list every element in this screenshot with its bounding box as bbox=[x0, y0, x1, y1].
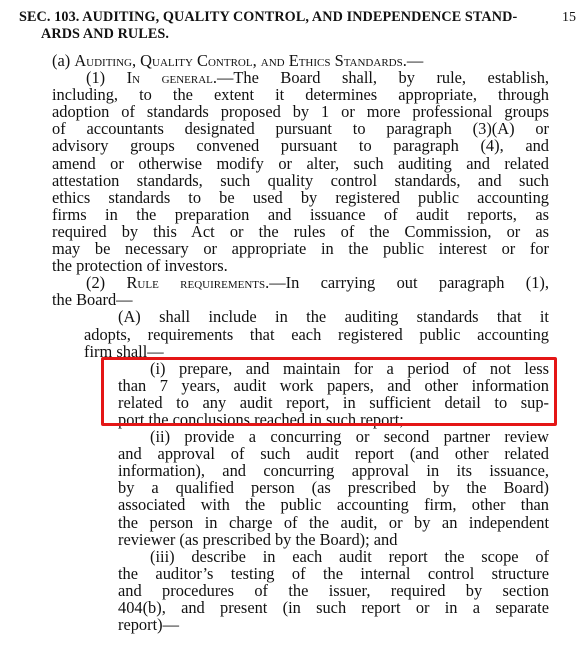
clause-iii-line-2: the auditor’s testing of the internal control structure bbox=[118, 563, 549, 583]
clause-iii-line-4: 404(b), and present (in such report or in a separate bbox=[118, 598, 549, 617]
paragraph-1-line-9: firms in the preparation and issuance of audit reports, as bbox=[52, 204, 549, 224]
paragraph-1-label: (1) bbox=[86, 68, 106, 88]
highlight-box-clause-i bbox=[101, 357, 557, 426]
clause-iii-line-1: (iii) describe in each audit report the scope of bbox=[150, 546, 549, 566]
section-heading-line-2: ARDS AND RULES. bbox=[41, 26, 170, 43]
paragraph-1-line-11: may be necessary or appropriate in the public interest or for bbox=[52, 239, 549, 259]
subparagraph-a-line-2: adopts, requirements that each registered public accounting bbox=[84, 324, 549, 344]
paragraph-1-text: .—The Board shall, by rule, establish, bbox=[212, 68, 550, 88]
subsection-a-title: Auditing, Quality Control, and Ethics Standards bbox=[74, 51, 403, 70]
paragraph-1-line-4: of accountants designated pursuant to paragraph (3)(A) or bbox=[52, 119, 549, 139]
clause-ii-line-4: by a qualified person (as prescribed by the Board) bbox=[118, 478, 549, 498]
subsection-a-suffix: .— bbox=[402, 51, 424, 70]
paragraph-1-line-7: attestation standards, such quality control standards, and such bbox=[52, 170, 549, 190]
paragraph-2-text: .—In carrying out paragraph (1), bbox=[265, 273, 549, 293]
document-body bbox=[52, 52, 549, 633]
clause-ii-line-5: associated with the public accounting firm, other than bbox=[118, 495, 549, 515]
paragraph-2-title: Rule requirements bbox=[126, 273, 266, 293]
clause-ii-line-6: the person in charge of the audit, or by an independent bbox=[118, 512, 549, 532]
clause-i-line-4: port the conclusions reached in such report; bbox=[118, 409, 404, 429]
paragraph-1-line-2: including, to the extent it determines appropriate, through bbox=[52, 85, 549, 105]
paragraph-2-line-1 bbox=[52, 274, 549, 291]
subsection-a-heading bbox=[52, 52, 549, 69]
paragraph-2-label: (2) bbox=[86, 273, 106, 293]
paragraph-1-line-5: advisory groups convened pursuant to paragraph (4), and bbox=[52, 136, 549, 156]
clause-iii-line-5: report)— bbox=[118, 615, 179, 635]
paragraph-1-line-1 bbox=[52, 69, 549, 86]
clause-i-line-3: related to any audit report, in sufficient detail to sup- bbox=[118, 392, 549, 412]
paragraph-1-line-10: required by this Act or the rules of the Commission, or as bbox=[52, 221, 549, 241]
line-number: 15 bbox=[562, 10, 576, 25]
clause-i-line-2: than 7 years, audit work papers, and other information bbox=[118, 375, 549, 395]
section-heading-line-1: SEC. 103. AUDITING, QUALITY CONTROL, AND INDEPENDENCE STAND- bbox=[19, 9, 518, 25]
clause-iii-line-3: and procedures of the issuer, required by section bbox=[118, 580, 549, 600]
subsection-a-label: (a) bbox=[52, 51, 71, 70]
paragraph-1-line-3: adoption of standards proposed by 1 or more professional groups bbox=[52, 102, 549, 122]
paragraph-2-line-2: the Board— bbox=[52, 290, 133, 310]
section-heading bbox=[19, 9, 541, 43]
paragraph-1-line-12: the protection of investors. bbox=[52, 256, 228, 276]
clause-i-line-1: (i) prepare, and maintain for a period of not less bbox=[150, 358, 549, 378]
paragraph-1-line-6: amend or otherwise modify or alter, such auditing and related bbox=[52, 153, 549, 173]
subparagraph-a-line-1: (A) shall include in the auditing standards that it bbox=[118, 307, 549, 327]
clause-ii-line-2: and approval of such audit report (and other related bbox=[118, 444, 549, 464]
clause-ii-line-7: reviewer (as prescribed by the Board); and bbox=[118, 529, 398, 549]
clause-ii-line-1: (ii) provide a concurring or second partner review bbox=[150, 427, 549, 447]
clause-ii-line-3: information), and concurring approval in its issuance, bbox=[118, 461, 549, 481]
paragraph-1-title: In general bbox=[126, 68, 213, 88]
subparagraph-a-line-3: firm shall— bbox=[84, 341, 164, 361]
paragraph-1-line-8: ethics standards to be used by registered public accounting bbox=[52, 187, 549, 207]
